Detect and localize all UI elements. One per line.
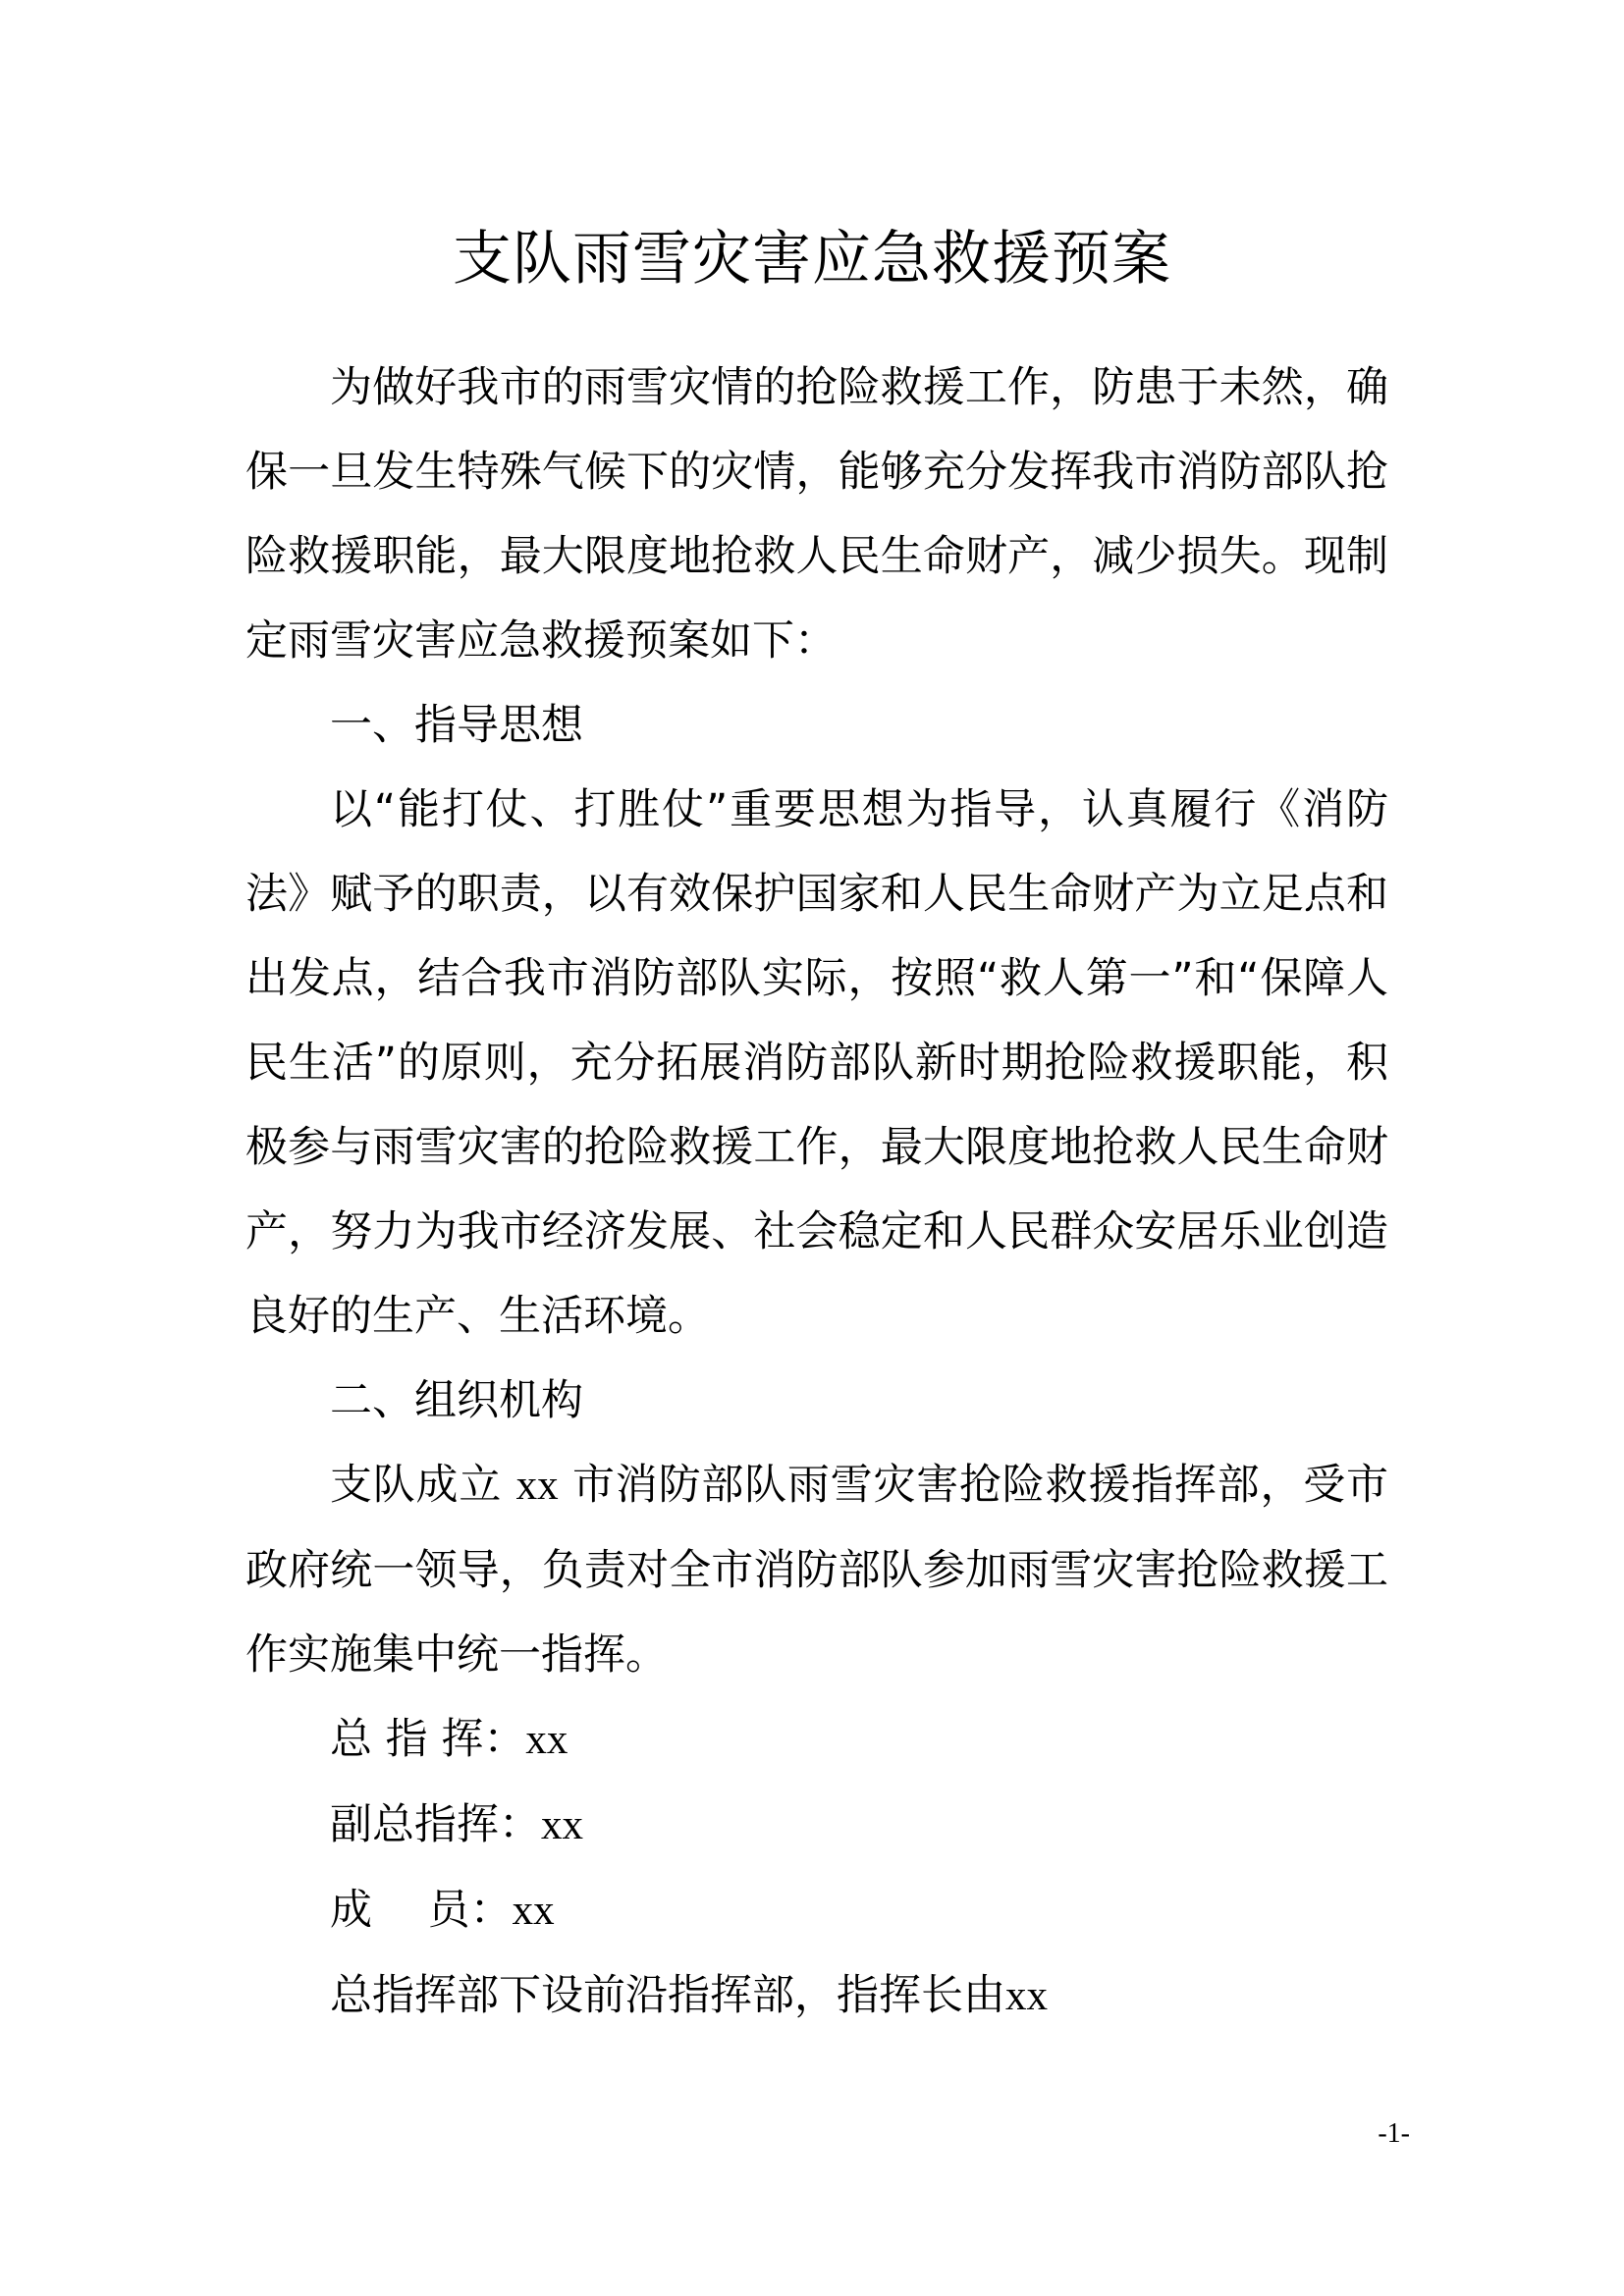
document-body	[245, 346, 1388, 2039]
organization-paragraph	[245, 1443, 1388, 1697]
role-label: 总 指 挥：	[330, 1715, 526, 1764]
document-title: 支队雨雪灾害应急救援预案	[453, 225, 1171, 294]
forward-command-text: 总指挥部下设前沿指挥部，指挥长由	[330, 1971, 1005, 2020]
organization-city-placeholder: xx	[515, 1463, 559, 1509]
section-heading-organization: 二、组织机构	[330, 1376, 583, 1425]
organization-text-before: 支队成立	[330, 1461, 503, 1510]
forward-command-value: xx	[1005, 1973, 1048, 2019]
section-heading-guiding-ideology: 一、指导思想	[330, 701, 583, 750]
role-label: 副总指挥：	[330, 1800, 541, 1849]
role-deputy-commander	[245, 1783, 1388, 1868]
forward-command-line	[245, 1953, 1388, 2039]
role-label: 成 员：	[330, 1886, 513, 1935]
role-value: xx	[512, 1888, 555, 1934]
organization-text-after: 市消防部队雨雪灾害抢险救援指挥部，受市政府统一领导，负责对全市消防部队参加雨雪灾害抢险救援工作实施集中统一指挥。	[245, 1461, 1389, 1680]
role-value: xx	[541, 1802, 583, 1848]
role-members	[245, 1868, 1388, 1953]
intro-paragraph: 为做好我市的雨雪灾情的抢险救援工作，防患于未然，确保一旦发生特殊气候下的灾情，能够充分发挥我市消防部队抢险救援职能，最大限度地抢救人民生命财产，减少损失。现制定雨雪灾害应急救援预案如下：	[245, 363, 1388, 666]
guiding-ideology-paragraph: 以“能打仗、打胜仗”重要思想为指导，认真履行《消防法》赋予的职责，以有效保护国家和人民生命财产为立足点和出发点，结合我市消防部队实际，按照“救人第一”和“保障人民生活”的原则，充分拓展消防部队新时期抢险救援职能，积极参与雨雪灾害的抢险救援工作，最大限度地抢救人民生命财产，努力为我市经济发展、社会稳定和人民群众安居乐业创造良好的生产、生活环境。	[245, 785, 1388, 1341]
role-value: xx	[525, 1717, 568, 1763]
role-commander	[245, 1697, 1388, 1783]
page-number: -1-	[1378, 2118, 1410, 2149]
